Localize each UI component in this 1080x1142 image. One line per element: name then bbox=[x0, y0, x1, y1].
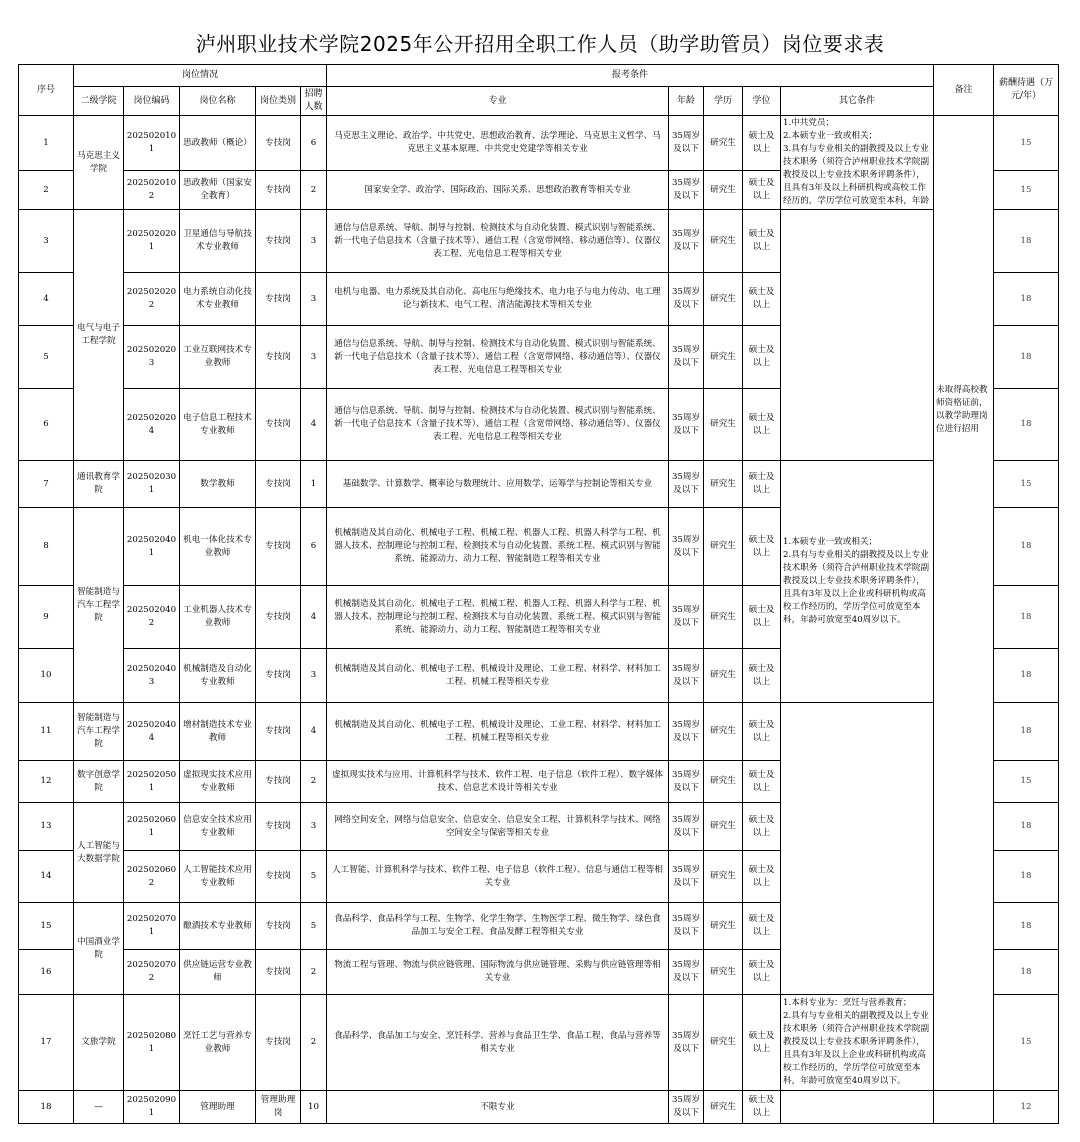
age-requirement: 35周岁及以下 bbox=[669, 326, 704, 389]
post-code: 2025020601 bbox=[124, 803, 180, 851]
salary-value: 18 bbox=[994, 703, 1059, 761]
post-code: 2025020401 bbox=[124, 508, 180, 586]
education-requirement: 研究生 bbox=[704, 389, 743, 461]
education-requirement: 研究生 bbox=[704, 1091, 743, 1124]
header-college: 二级学院 bbox=[74, 87, 124, 116]
education-requirement: 研究生 bbox=[704, 761, 743, 803]
hire-count: 3 bbox=[301, 273, 327, 326]
row-seq: 1 bbox=[19, 116, 74, 171]
major-requirement: 物流工程与管理、物流与供应链管理、国际物流与供应链管理、采购与供应链管理等相关专业 bbox=[327, 950, 669, 995]
degree-requirement: 硕士及以上 bbox=[743, 703, 781, 761]
post-name: 管理助理 bbox=[180, 1091, 256, 1124]
header-code: 岗位编码 bbox=[124, 87, 180, 116]
post-category: 专技岗 bbox=[256, 586, 301, 649]
age-requirement: 35周岁及以下 bbox=[669, 703, 704, 761]
post-code: 2025020702 bbox=[124, 950, 180, 995]
post-code: 2025020403 bbox=[124, 649, 180, 703]
row-seq: 13 bbox=[19, 803, 74, 851]
post-name: 增材制造技术专业教师 bbox=[180, 703, 256, 761]
post-code: 2025020204 bbox=[124, 389, 180, 461]
age-requirement: 35周岁及以下 bbox=[669, 761, 704, 803]
post-name: 工业互联网技术专业教师 bbox=[180, 326, 256, 389]
hire-count: 2 bbox=[301, 171, 327, 210]
degree-requirement: 硕士及以上 bbox=[743, 326, 781, 389]
hire-count: 10 bbox=[301, 1091, 327, 1124]
post-name: 卫星通信与导航技术专业教师 bbox=[180, 210, 256, 273]
education-requirement: 研究生 bbox=[704, 703, 743, 761]
row-seq: 14 bbox=[19, 851, 74, 903]
degree-requirement: 硕士及以上 bbox=[743, 1091, 781, 1124]
post-name: 电子信息工程技术专业教师 bbox=[180, 389, 256, 461]
college-cell: 马克思主义学院 bbox=[74, 116, 124, 210]
salary-value: 18 bbox=[994, 586, 1059, 649]
major-requirement: 机械制造及其自动化、机械电子工程、机械设计及理论、工业工程、材料学、材料加工工程、机械工程等相关专业 bbox=[327, 703, 669, 761]
age-requirement: 35周岁及以下 bbox=[669, 389, 704, 461]
major-requirement: 虚拟现实技术与应用、计算机科学与技术、软件工程、电子信息（软件工程）、数字媒体技术、信息艺术设计等相关专业 bbox=[327, 761, 669, 803]
hire-count: 2 bbox=[301, 950, 327, 995]
post-code: 2025020402 bbox=[124, 586, 180, 649]
post-code: 2025020101 bbox=[124, 116, 180, 171]
post-name: 烹饪工艺与营养专业教师 bbox=[180, 995, 256, 1091]
hire-count: 3 bbox=[301, 649, 327, 703]
post-code: 2025020404 bbox=[124, 703, 180, 761]
hire-count: 2 bbox=[301, 761, 327, 803]
education-requirement: 研究生 bbox=[704, 326, 743, 389]
row-seq: 5 bbox=[19, 326, 74, 389]
hire-count: 1 bbox=[301, 461, 327, 508]
page-title: 泸州职业技术学院2025年公开招用全职工作人员（助学助管员）岗位要求表 bbox=[195, 32, 885, 56]
major-requirement: 机械制造及其自动化、机械电子工程、机械工程、机器人工程、机器人科学与工程、机器人技术、控制理论与控制工程、检测技术与自动化装置、系统工程、模式识别与智能系统、能源动力、动力工程、智能制造工程等相关专业 bbox=[327, 508, 669, 586]
age-requirement: 35周岁及以下 bbox=[669, 461, 704, 508]
row-seq: 11 bbox=[19, 703, 74, 761]
major-requirement: 通信与信息系统、导航、制导与控制、检测技术与自动化装置、模式识别与智能系统、新一代电子信息技术（含量子技术等）、通信工程（含宽带网络、移动通信等）、仪器仪表工程、光电信息工程等相关专业 bbox=[327, 326, 669, 389]
header-name: 岗位名称 bbox=[180, 87, 256, 116]
hire-count: 4 bbox=[301, 389, 327, 461]
major-requirement: 人工智能、计算机科学与技术、软件工程、电子信息（软件工程）、信息与通信工程等相关专业 bbox=[327, 851, 669, 903]
post-name: 机电一体化技术专业教师 bbox=[180, 508, 256, 586]
header-education: 学历 bbox=[704, 87, 743, 116]
age-requirement: 35周岁及以下 bbox=[669, 210, 704, 273]
college-cell: 通讯教育学院 bbox=[74, 461, 124, 508]
post-name: 工业机器人技术专业教师 bbox=[180, 586, 256, 649]
age-requirement: 35周岁及以下 bbox=[669, 950, 704, 995]
post-code: 2025020801 bbox=[124, 995, 180, 1091]
post-code: 2025020102 bbox=[124, 171, 180, 210]
remark-cell-top bbox=[934, 116, 994, 1091]
age-requirement: 35周岁及以下 bbox=[669, 508, 704, 586]
row-seq: 9 bbox=[19, 586, 74, 649]
header-post-info: 岗位情况 bbox=[74, 65, 327, 87]
education-requirement: 研究生 bbox=[704, 851, 743, 903]
other-conditions: 1.本科专业为：烹饪与营养教育； 2.具有与专业相关的副教授及以上专业技术职务（须符合泸州职业技术学院副教授及以上专业技术职务评聘条件），且具有3年及以上企业或科研机构或高校工作经历的，学历学位可放宽至本科，年龄可放宽至40周岁以下。 bbox=[781, 995, 934, 1091]
degree-requirement: 硕士及以上 bbox=[743, 273, 781, 326]
post-category: 专技岗 bbox=[256, 210, 301, 273]
post-category: 专技岗 bbox=[256, 389, 301, 461]
salary-value: 18 bbox=[994, 326, 1059, 389]
salary-value: 18 bbox=[994, 950, 1059, 995]
post-category: 专技岗 bbox=[256, 803, 301, 851]
degree-requirement: 硕士及以上 bbox=[743, 903, 781, 950]
age-requirement: 35周岁及以下 bbox=[669, 851, 704, 903]
hire-count: 3 bbox=[301, 326, 327, 389]
job-requirements-table bbox=[18, 64, 1059, 1124]
degree-requirement: 硕士及以上 bbox=[743, 761, 781, 803]
age-requirement: 35周岁及以下 bbox=[669, 273, 704, 326]
degree-requirement: 硕士及以上 bbox=[743, 171, 781, 210]
post-category: 专技岗 bbox=[256, 649, 301, 703]
row-seq: 7 bbox=[19, 461, 74, 508]
row-seq: 8 bbox=[19, 508, 74, 586]
post-name: 虚拟现实技术应用专业教师 bbox=[180, 761, 256, 803]
salary-value: 18 bbox=[994, 803, 1059, 851]
table-row bbox=[19, 116, 1059, 171]
post-category: 专技岗 bbox=[256, 326, 301, 389]
education-requirement: 研究生 bbox=[704, 171, 743, 210]
salary-value: 18 bbox=[994, 508, 1059, 586]
post-category: 专技岗 bbox=[256, 761, 301, 803]
hire-count: 4 bbox=[301, 703, 327, 761]
row-seq: 3 bbox=[19, 210, 74, 273]
header-remark: 备注 bbox=[934, 65, 994, 116]
salary-value: 15 bbox=[994, 461, 1059, 508]
education-requirement: 研究生 bbox=[704, 903, 743, 950]
major-requirement: 食品科学、食品加工与安全、烹饪科学、营养与食品卫生学、食品工程、食品与营养等相关专业 bbox=[327, 995, 669, 1091]
degree-requirement: 硕士及以上 bbox=[743, 210, 781, 273]
post-category: 专技岗 bbox=[256, 703, 301, 761]
post-name: 机械制造及自动化专业教师 bbox=[180, 649, 256, 703]
other-conditions: 1.中共党员； 2.本硕专业一致或相关； 3.具有与专业相关的副教授及以上专业技术职务（须符合泸州职业技术学院副教授及以上专业技术职务评聘条件），且具有3年及以上科研机构或高校工作经历的，学历学位可放宽至本科，年龄 bbox=[781, 116, 934, 210]
salary-value: 15 bbox=[994, 171, 1059, 210]
major-requirement: 国家安全学、政治学、国际政治、国际关系、思想政治教育等相关专业 bbox=[327, 171, 669, 210]
degree-requirement: 硕士及以上 bbox=[743, 649, 781, 703]
hire-count: 6 bbox=[301, 116, 327, 171]
education-requirement: 研究生 bbox=[704, 995, 743, 1091]
salary-value: 15 bbox=[994, 995, 1059, 1091]
college-cell: 中国酒业学院 bbox=[74, 903, 124, 995]
education-requirement: 研究生 bbox=[704, 461, 743, 508]
hire-count: 3 bbox=[301, 210, 327, 273]
hire-count: 5 bbox=[301, 903, 327, 950]
row-seq: 2 bbox=[19, 171, 74, 210]
salary-value: 18 bbox=[994, 903, 1059, 950]
education-requirement: 研究生 bbox=[704, 586, 743, 649]
degree-requirement: 硕士及以上 bbox=[743, 950, 781, 995]
major-requirement: 电机与电器、电力系统及其自动化、高电压与绝缘技术、电力电子与电力传动、电工理论与新技术、电气工程、清洁能源技术等相关专业 bbox=[327, 273, 669, 326]
major-requirement: 网络空间安全、网络与信息安全、信息安全、信息安全工程、计算机科学与技术、网络空间安全与保密等相关专业 bbox=[327, 803, 669, 851]
degree-requirement: 硕士及以上 bbox=[743, 116, 781, 171]
major-requirement: 马克思主义理论、政治学、中共党史、思想政治教育、法学理论、马克思主义哲学、马克思主义基本原理、中共党史党建学等相关专业 bbox=[327, 116, 669, 171]
header-category: 岗位类别 bbox=[256, 87, 301, 116]
remark-text: 未取得高校教师资格证前，以教学助理岗位进行招用 bbox=[936, 385, 988, 434]
post-category: 专技岗 bbox=[256, 116, 301, 171]
college-cell: — bbox=[74, 1091, 124, 1124]
post-name: 思政教师（国家安全教育） bbox=[180, 171, 256, 210]
major-requirement: 通信与信息系统、导航、制导与控制、检测技术与自动化装置、模式识别与智能系统、新一代电子信息技术（含量子技术等）、通信工程（含宽带网络、移动通信等）、仪器仪表工程、光电信息工程等相关专业 bbox=[327, 210, 669, 273]
post-category: 专技岗 bbox=[256, 461, 301, 508]
row-seq: 18 bbox=[19, 1091, 74, 1124]
header-salary: 薪酬待遇（万元/年） bbox=[994, 65, 1059, 116]
salary-value: 15 bbox=[994, 761, 1059, 803]
age-requirement: 35周岁及以下 bbox=[669, 586, 704, 649]
row-seq: 4 bbox=[19, 273, 74, 326]
major-requirement: 不限专业 bbox=[327, 1091, 669, 1124]
major-requirement: 基础数学、计算数学、概率论与数理统计、应用数学、运筹学与控制论等相关专业 bbox=[327, 461, 669, 508]
education-requirement: 研究生 bbox=[704, 950, 743, 995]
age-requirement: 35周岁及以下 bbox=[669, 803, 704, 851]
degree-requirement: 硕士及以上 bbox=[743, 389, 781, 461]
degree-requirement: 硕士及以上 bbox=[743, 586, 781, 649]
salary-value: 18 bbox=[994, 649, 1059, 703]
table-row bbox=[19, 1091, 1059, 1124]
other-conditions bbox=[781, 1091, 934, 1124]
post-name: 供应链运营专业教师 bbox=[180, 950, 256, 995]
row-seq: 17 bbox=[19, 995, 74, 1091]
post-name: 信息安全技术应用专业教师 bbox=[180, 803, 256, 851]
college-cell: 智能制造与汽车工程学院 bbox=[74, 703, 124, 761]
post-category: 专技岗 bbox=[256, 851, 301, 903]
age-requirement: 35周岁及以下 bbox=[669, 649, 704, 703]
post-code: 2025020602 bbox=[124, 851, 180, 903]
other-conditions bbox=[781, 210, 934, 461]
salary-value: 18 bbox=[994, 389, 1059, 461]
row-seq: 12 bbox=[19, 761, 74, 803]
table-row bbox=[19, 995, 1059, 1091]
major-requirement: 机械制造及其自动化、机械电子工程、机械工程、机器人工程、机器人科学与工程、机器人技术、控制理论与控制工程、检测技术与自动化装置、系统工程、模式识别与智能系统、能源动力、动力工程、智能制造工程等相关专业 bbox=[327, 586, 669, 649]
header-seq: 序号 bbox=[19, 65, 74, 116]
post-code: 2025020301 bbox=[124, 461, 180, 508]
post-category: 管理助理岗 bbox=[256, 1091, 301, 1124]
post-name: 思政教师（概论） bbox=[180, 116, 256, 171]
header-degree: 学位 bbox=[743, 87, 781, 116]
post-name: 酿酒技术专业教师 bbox=[180, 903, 256, 950]
education-requirement: 研究生 bbox=[704, 803, 743, 851]
header-requirements: 报考条件 bbox=[327, 65, 934, 87]
college-cell: 智能制造与汽车工程学院 bbox=[74, 508, 124, 703]
table-row bbox=[19, 210, 1059, 273]
education-requirement: 研究生 bbox=[704, 508, 743, 586]
post-code: 2025020202 bbox=[124, 273, 180, 326]
post-category: 专技岗 bbox=[256, 950, 301, 995]
salary-value: 18 bbox=[994, 273, 1059, 326]
post-category: 专技岗 bbox=[256, 995, 301, 1091]
post-name: 数学教师 bbox=[180, 461, 256, 508]
major-requirement: 机械制造及其自动化、机械电子工程、机械设计及理论、工业工程、材料学、材料加工工程、机械工程等相关专业 bbox=[327, 649, 669, 703]
college-cell: 电气与电子工程学院 bbox=[74, 210, 124, 461]
post-category: 专技岗 bbox=[256, 273, 301, 326]
post-name: 电力系统自动化技术专业教师 bbox=[180, 273, 256, 326]
post-code: 2025020701 bbox=[124, 903, 180, 950]
table-row bbox=[19, 461, 1059, 508]
age-requirement: 35周岁及以下 bbox=[669, 171, 704, 210]
college-cell: 数字创意学院 bbox=[74, 761, 124, 803]
education-requirement: 研究生 bbox=[704, 116, 743, 171]
degree-requirement: 硕士及以上 bbox=[743, 508, 781, 586]
row-seq: 10 bbox=[19, 649, 74, 703]
header-age: 年龄 bbox=[669, 87, 704, 116]
row-seq: 15 bbox=[19, 903, 74, 950]
college-cell: 人工智能与大数据学院 bbox=[74, 803, 124, 903]
salary-value: 12 bbox=[994, 1091, 1059, 1124]
post-code: 2025020901 bbox=[124, 1091, 180, 1124]
age-requirement: 35周岁及以下 bbox=[669, 995, 704, 1091]
post-name: 人工智能技术应用专业教师 bbox=[180, 851, 256, 903]
age-requirement: 35周岁及以下 bbox=[669, 1091, 704, 1124]
hire-count: 2 bbox=[301, 995, 327, 1091]
degree-requirement: 硕士及以上 bbox=[743, 461, 781, 508]
header-count: 招聘人数 bbox=[301, 87, 327, 116]
salary-value: 15 bbox=[994, 116, 1059, 171]
header-other: 其它条件 bbox=[781, 87, 934, 116]
major-requirement: 通信与信息系统、导航、制导与控制、检测技术与自动化装置、模式识别与智能系统、新一代电子信息技术（含量子技术等）、通信工程（含宽带网络、移动通信等）、仪器仪表工程、光电信息工程等相关专业 bbox=[327, 389, 669, 461]
salary-value: 18 bbox=[994, 851, 1059, 903]
age-requirement: 35周岁及以下 bbox=[669, 116, 704, 171]
hire-count: 5 bbox=[301, 851, 327, 903]
post-code: 2025020201 bbox=[124, 210, 180, 273]
post-category: 专技岗 bbox=[256, 171, 301, 210]
education-requirement: 研究生 bbox=[704, 649, 743, 703]
age-requirement: 35周岁及以下 bbox=[669, 903, 704, 950]
college-cell: 文旅学院 bbox=[74, 995, 124, 1091]
post-category: 专技岗 bbox=[256, 903, 301, 950]
hire-count: 3 bbox=[301, 803, 327, 851]
row-seq: 6 bbox=[19, 389, 74, 461]
remark-cell-bottom bbox=[934, 1091, 994, 1124]
table-body bbox=[19, 116, 1059, 1124]
post-category: 专技岗 bbox=[256, 508, 301, 586]
other-conditions bbox=[781, 703, 934, 995]
education-requirement: 研究生 bbox=[704, 210, 743, 273]
hire-count: 4 bbox=[301, 586, 327, 649]
salary-value: 18 bbox=[994, 210, 1059, 273]
hire-count: 6 bbox=[301, 508, 327, 586]
header-major: 专业 bbox=[327, 87, 669, 116]
degree-requirement: 硕士及以上 bbox=[743, 803, 781, 851]
degree-requirement: 硕士及以上 bbox=[743, 995, 781, 1091]
table-row bbox=[19, 703, 1059, 761]
row-seq: 16 bbox=[19, 950, 74, 995]
major-requirement: 食品科学、食品科学与工程、生物学、化学生物学、生物医学工程、微生物学、绿色食品加工与安全工程、食品发酵工程等相关专业 bbox=[327, 903, 669, 950]
post-code: 2025020501 bbox=[124, 761, 180, 803]
degree-requirement: 硕士及以上 bbox=[743, 851, 781, 903]
other-conditions: 1.本硕专业一致或相关； 2.具有与专业相关的副教授及以上专业技术职务（须符合泸州职业技术学院副教授及以上专业技术职务评聘条件），且具有3年及以上企业或科研机构或高校工作经历的，学历学位可放宽至本科，年龄可放宽至40周岁以下。 bbox=[781, 461, 934, 703]
post-code: 2025020203 bbox=[124, 326, 180, 389]
education-requirement: 研究生 bbox=[704, 273, 743, 326]
